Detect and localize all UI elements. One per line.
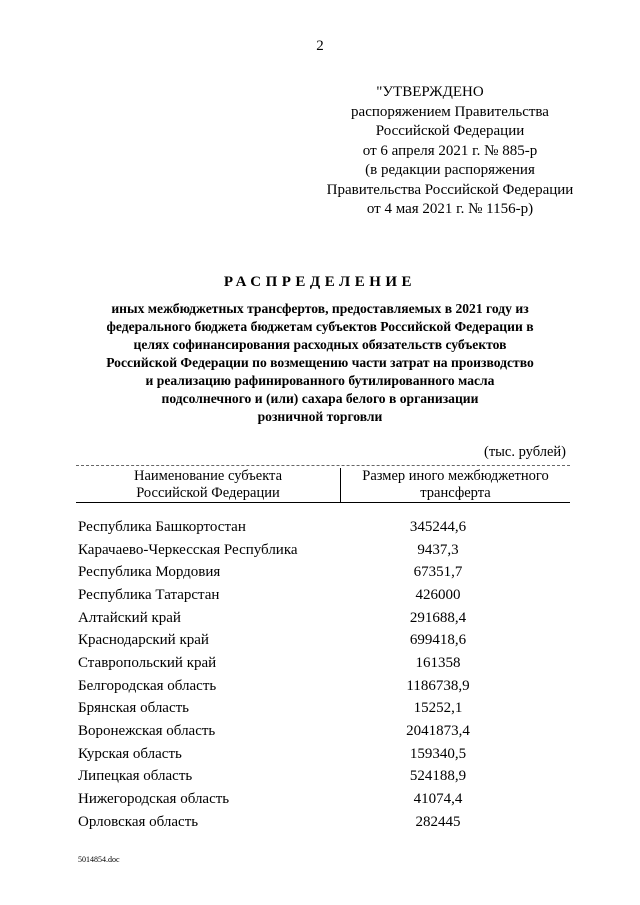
region-name: Белгородская область — [78, 677, 217, 694]
transfer-amount: 9437,3 — [417, 541, 459, 558]
region-name: Республика Башкортостан — [78, 518, 246, 535]
approval-line: от 4 мая 2021 г. № 1156-р) — [366, 201, 534, 217]
transfer-amount: 15252,1 — [413, 700, 463, 717]
table-row — [78, 720, 568, 743]
table-row — [78, 629, 568, 652]
subtitle-line: и реализацию рафинированного бутилированного масла — [145, 373, 495, 388]
table-top-rule — [76, 465, 570, 466]
transfer-amount: 345244,6 — [409, 518, 467, 535]
table-row — [78, 584, 568, 607]
approval-line: (в редакции распоряжения — [365, 162, 535, 178]
transfer-amount: 699418,6 — [409, 632, 467, 649]
transfer-amount: 41074,4 — [413, 791, 463, 808]
region-name: Ставропольский край — [78, 654, 217, 671]
approval-line: "УТВЕРЖДЕНО — [376, 84, 484, 100]
units-label: (тыс. рублей) — [484, 444, 566, 460]
region-name: Алтайский край — [78, 609, 181, 626]
table-header — [76, 468, 570, 503]
transfer-amount: 159340,5 — [409, 745, 467, 762]
region-name: Нижегородская область — [78, 791, 230, 808]
region-name: Курская область — [78, 745, 182, 762]
table-row — [78, 607, 568, 630]
table-body — [78, 516, 568, 834]
transfer-amount: 524188,9 — [409, 768, 467, 785]
subtitle-line: иных межбюджетных трансфертов, предоставляемых в 2021 году из — [111, 301, 529, 316]
region-name: Орловская область — [78, 813, 199, 830]
table-row — [78, 516, 568, 539]
table-row — [78, 811, 568, 834]
file-name-footer: 5014854.doc — [78, 855, 120, 864]
region-name: Краснодарский край — [78, 632, 209, 649]
subtitle-line: розничной торговли — [257, 409, 383, 424]
region-name: Республика Татарстан — [78, 586, 220, 603]
header-amount-line: Размер иного межбюджетного — [362, 468, 549, 484]
approval-line: Правительства Российской Федерации — [326, 181, 574, 198]
document-title: РАСПРЕДЕЛЕНИЕ — [223, 274, 417, 290]
table-row — [78, 698, 568, 721]
transfer-amount: 161358 — [415, 654, 461, 671]
table-row — [78, 675, 568, 698]
header-transfer-amount — [341, 468, 570, 502]
header-region-name — [76, 468, 341, 502]
table-row — [78, 652, 568, 675]
table-row — [78, 743, 568, 766]
approval-line: распоряжением Правительства — [351, 103, 549, 120]
region-name: Воронежская область — [78, 723, 216, 740]
transfer-amount: 291688,4 — [409, 609, 467, 626]
header-amount-line: трансферта — [420, 485, 491, 501]
subtitle-line: целях софинансирования расходных обязательств субъектов — [133, 337, 507, 352]
table-row — [78, 561, 568, 584]
transfer-amount: 2041873,4 — [406, 723, 470, 740]
region-name: Липецкая область — [78, 768, 193, 785]
transfer-amount: 282445 — [415, 813, 461, 830]
region-name: Карачаево-Черкесская Республика — [78, 541, 298, 558]
table-row — [78, 788, 568, 811]
approval-block — [300, 83, 600, 220]
subtitle-line: Российской Федерации по возмещению части затрат на производство — [106, 355, 534, 370]
transfer-amount: 426000 — [415, 586, 461, 603]
transfer-amount: 67351,7 — [413, 564, 463, 581]
document-subtitle — [60, 300, 580, 426]
header-region-line: Наименование субъекта — [133, 468, 283, 484]
header-region-line: Российской Федерации — [136, 485, 280, 501]
region-name: Республика Мордовия — [78, 564, 221, 581]
table-row — [78, 766, 568, 789]
subtitle-line: федерального бюджета бюджетам субъектов Российской Федерации в — [106, 319, 534, 334]
approval-line: Российской Федерации — [375, 123, 525, 139]
table-row — [78, 539, 568, 562]
transfer-amount: 1186738,9 — [406, 677, 470, 694]
region-name: Брянская область — [78, 700, 190, 717]
subtitle-line: подсолнечного и (или) сахара белого в организации — [161, 391, 479, 406]
page-number: 2 — [316, 38, 324, 54]
approval-line: от 6 апреля 2021 г. № 885-р — [362, 142, 538, 159]
